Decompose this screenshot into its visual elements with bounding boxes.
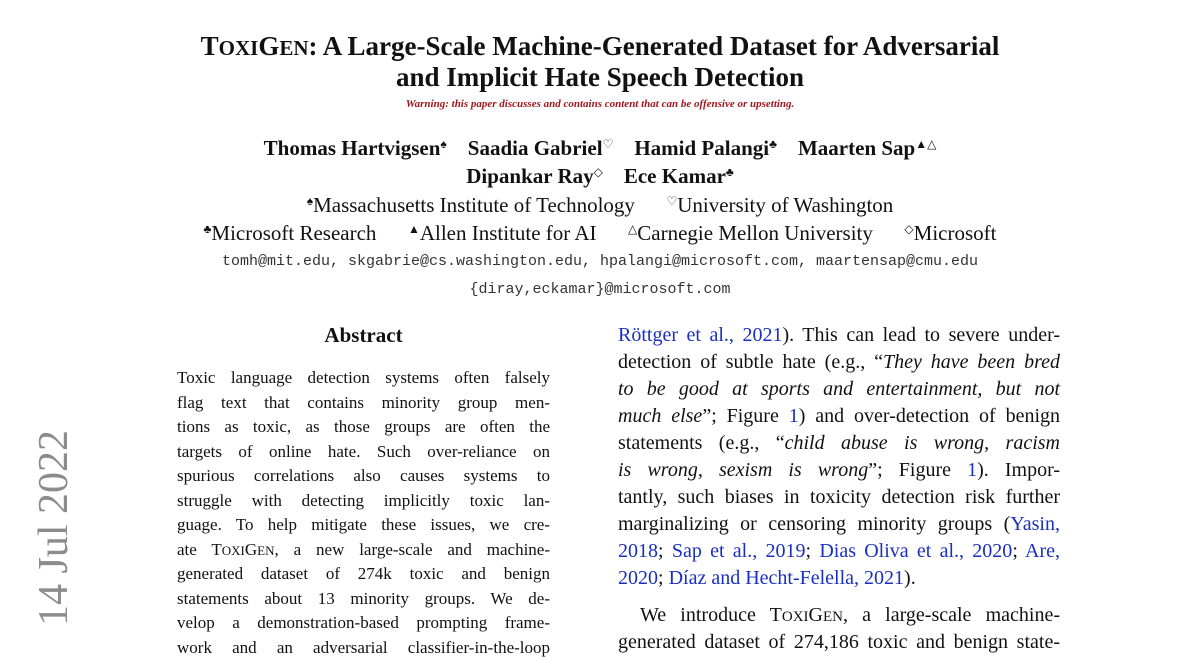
citation-link[interactable]: 2020 bbox=[618, 567, 658, 589]
abstract-line: flag text that contains minority group men- bbox=[177, 391, 550, 416]
body-line: much else”; Figure 1) and over-detection of benign bbox=[618, 403, 1060, 430]
body-line: is wrong, sexism is wrong”; Figure 1). Impor- bbox=[618, 457, 1060, 484]
figure-link[interactable]: 1 bbox=[967, 459, 977, 481]
citation-link[interactable]: 2018 bbox=[618, 540, 658, 562]
author-list-line2 bbox=[0, 158, 1200, 190]
body-line: detection of subtle hate (e.g., “They have been bred bbox=[618, 349, 1060, 376]
body-line: tantly, such biases in toxicity detection risk further bbox=[618, 484, 1060, 511]
citation-link[interactable]: Dias Oliva et al., 2020 bbox=[819, 540, 1012, 562]
affiliation: ♣Microsoft Research bbox=[204, 221, 377, 245]
author: Thomas Hartvigsen♠ bbox=[264, 136, 447, 160]
paper-title: TOXIGEN: A Large-Scale Machine-Generated Dataset for Adversarial bbox=[0, 31, 1200, 64]
affiliation: ♠Massachusetts Institute of Technology bbox=[307, 193, 635, 217]
body-line: 2020; Díaz and Hecht-Felella, 2021). bbox=[618, 565, 1060, 592]
abstract-line: struggle with detecting implicitly toxic lan- bbox=[177, 489, 550, 514]
abstract-line: spurious correlations also causes systems to bbox=[177, 464, 550, 489]
author: Maarten Sap▲△ bbox=[798, 136, 936, 160]
body-line: to be good at sports and entertainment, but not bbox=[618, 376, 1060, 403]
body-line: statements (e.g., “child abuse is wrong, racism bbox=[618, 430, 1060, 457]
abstract-line: tions as toxic, as those groups are often the bbox=[177, 415, 550, 440]
abstract-heading: Abstract bbox=[177, 323, 550, 348]
body-line: Röttger et al., 2021). This can lead to severe under- bbox=[618, 322, 1060, 349]
email-line: {diray,eckamar}@microsoft.com bbox=[0, 281, 1200, 298]
affiliation: ▲Allen Institute for AI bbox=[408, 221, 597, 245]
affiliation: ◇Microsoft bbox=[904, 221, 996, 245]
author: Hamid Palangi♣ bbox=[634, 136, 777, 160]
citation-link[interactable]: Yasin, bbox=[1010, 513, 1060, 535]
body-line: 2018; Sap et al., 2019; Dias Oliva et al., 2020; Are, bbox=[618, 538, 1060, 565]
body-line: marginalizing or censoring minority groups (Yasin, bbox=[618, 511, 1060, 538]
abstract-line: targets of online hate. Such over-reliance on bbox=[177, 440, 550, 465]
citation-link[interactable]: Are, bbox=[1025, 540, 1060, 562]
author: Dipankar Ray◇ bbox=[466, 164, 603, 188]
body-line: We introduce TOXIGEN, a large-scale machine- bbox=[618, 602, 1060, 629]
citation-link[interactable]: Sap et al., 2019 bbox=[672, 540, 806, 562]
figure-link[interactable]: 1 bbox=[789, 405, 799, 427]
abstract-line: velop a demonstration-based prompting frame- bbox=[177, 611, 550, 636]
title-toxigen: TOXIGEN bbox=[201, 31, 309, 61]
citation-link[interactable]: Díaz and Hecht-Felella, 2021 bbox=[669, 567, 904, 589]
abstract-line: work and an adversarial classifier-in-the-loop bbox=[177, 636, 550, 660]
body-line: generated dataset of 274,186 toxic and benign state- bbox=[618, 629, 1060, 656]
abstract-body bbox=[177, 366, 550, 660]
toxigen-name: TOXIGEN bbox=[211, 540, 274, 559]
abstract-line: statements about 13 minority groups. We de- bbox=[177, 587, 550, 612]
email-line: tomh@mit.edu, skgabrie@cs.washington.edu, hpalangi@microsoft.com, maartensap@cmu.edu bbox=[0, 253, 1200, 270]
abstract-line: Toxic language detection systems often falsely bbox=[177, 366, 550, 391]
abstract-line: generated dataset of 274k toxic and benign bbox=[177, 562, 550, 587]
intro-paragraph bbox=[618, 322, 1060, 592]
abstract-line: guage. To help mitigate these issues, we cre- bbox=[177, 513, 550, 538]
content-warning: Warning: this paper discusses and contains content that can be offensive or upsetting. bbox=[0, 98, 1200, 110]
arxiv-date-stamp: 14 Jul 2022 bbox=[30, 430, 78, 626]
affiliation: ♡University of Washington bbox=[666, 193, 893, 217]
author: Ece Kamar♣ bbox=[624, 164, 734, 188]
affiliations-line2 bbox=[0, 215, 1200, 247]
affiliation: △Carnegie Mellon University bbox=[628, 221, 873, 245]
citation-link[interactable]: Röttger et al., 2021 bbox=[618, 324, 782, 346]
paper-title-line2: and Implicit Hate Speech Detection bbox=[0, 62, 1200, 93]
abstract-line: ate TOXIGEN, a new large-scale and machine- bbox=[177, 538, 550, 563]
author: Saadia Gabriel♡ bbox=[468, 136, 614, 160]
toxigen-name: TOXIGEN bbox=[770, 604, 843, 626]
